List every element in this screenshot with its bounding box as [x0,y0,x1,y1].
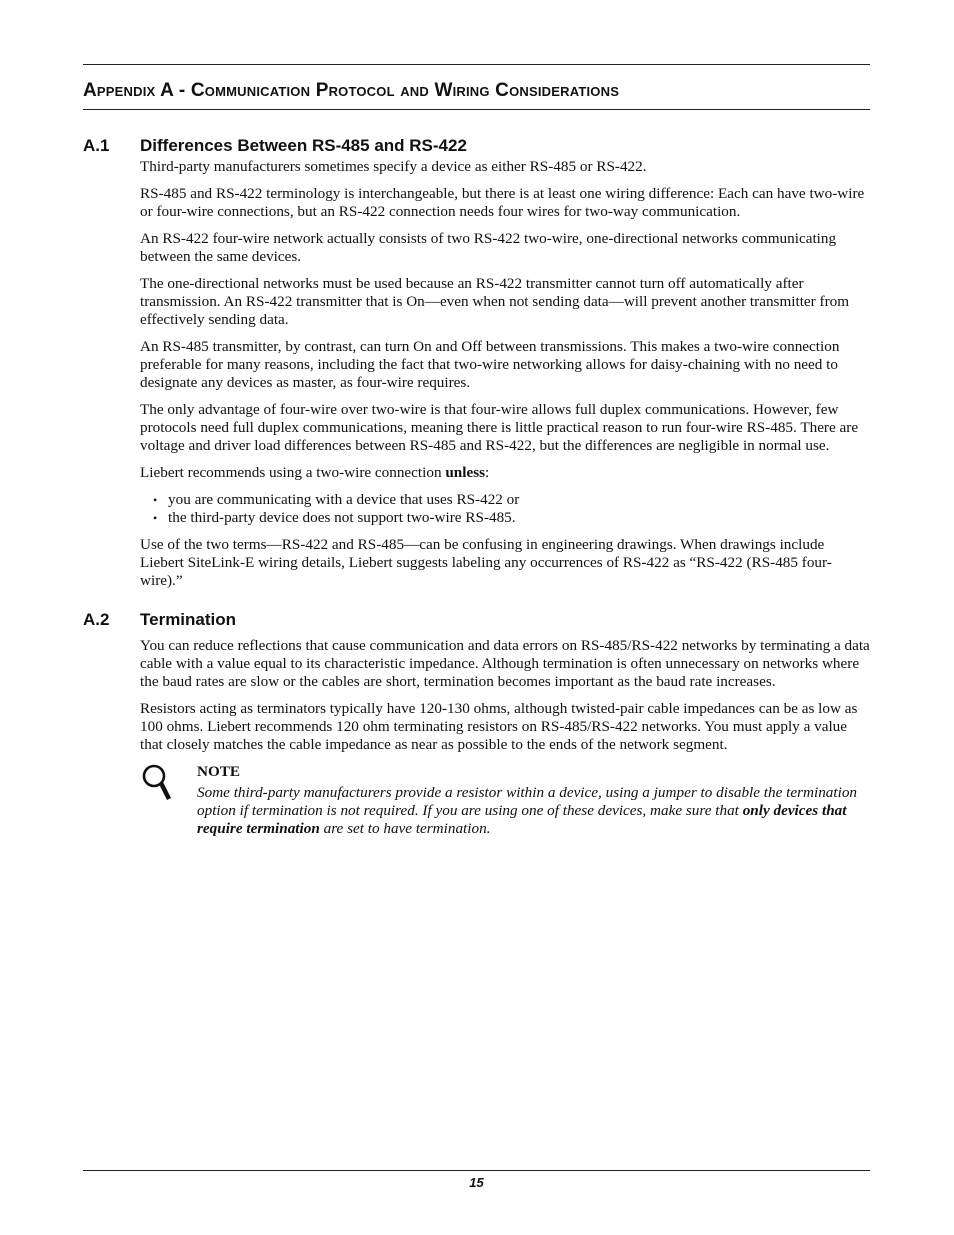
section-heading [83,136,870,156]
list-item-text: the third-party device does not support two-wire RS-485. [168,509,516,526]
section-title: Termination [140,610,237,629]
list-item [140,491,870,509]
footer-rule [83,1170,870,1171]
recommendation-text: Liebert recommends using a two-wire connection [140,464,446,481]
note-box [140,763,870,838]
recommendation-paragraph [140,464,870,482]
title-underline [83,109,870,110]
bullet-icon: • [153,493,158,507]
recommendation-colon: : [485,464,490,481]
paragraph: Resistors acting as terminators typically have 120-130 ohms, although twisted-pair cable impedances can be as low as 100 ohms. Liebert recommends 120 ohm terminating resistors on RS-485/RS-422 networks. You must apply a value that closely matches the cable impedance as near as possible to the ends of the network segment. [140,700,858,753]
paragraph: You can reduce reflections that cause communication and data errors on RS-485/RS-422 networks by terminating a data cable with a value equal to its characteristic impedance. Although termination is often unnecessary on networks where the baud rates are slow or the cables are short, termination becomes important as the baud rate increases. [140,637,870,690]
recommendation-emphasis: unless [445,464,486,481]
note-emphasis: only devices that require termination [197,802,847,837]
paragraph: RS-485 and RS-422 terminology is interchangeable, but there is at least one wiring difference: Each can have two-wire or four-wire connections, but an RS-422 connection needs four wires for two-way communication. [140,185,865,220]
bullet-list [140,491,870,527]
note-text: Some third-party manufacturers provide a resistor within a device, using a jumper to disable the termination option if termination is not required. If you are using one of these devices, make sure that [197,784,858,819]
section-title: Differences Between RS-485 and RS-422 [140,136,467,155]
paragraph: An RS-422 four-wire network actually consists of two RS-422 two-wire, one-directional networks communicating between the same devices. [140,230,837,265]
page-content [83,0,870,838]
note-title: NOTE [197,763,241,780]
note-text-end: are set to have termination. [319,820,491,837]
appendix-title: Appendix A - Communication Protocol and Wiring Considerations [83,80,620,101]
section-number: A.1 [83,136,110,155]
page-number: 15 [469,1175,484,1190]
note-content [197,763,870,838]
paragraph: Use of the two terms—RS-422 and RS-485—can be confusing in engineering drawings. When drawings include Liebert SiteLink-E wiring details, Liebert suggests labeling any occurrences of RS-422 as “RS-422 (RS-485 four-wire).” [140,536,832,589]
section-a2 [83,610,870,838]
bullet-icon: • [153,511,158,525]
paragraph: The one-directional networks must be used because an RS-422 transmitter cannot turn off automatically after transmission. An RS-422 transmitter that is On—even when not sending data—will prevent another transmitter from effectively sending data. [140,275,850,328]
list-item [140,509,870,527]
section-heading [83,610,870,630]
paragraph: The only advantage of four-wire over two-wire is that four-wire allows full duplex communications. However, few protocols need full duplex communications, meaning there is little practical reason to run four-wire RS-485. There are voltage and driver load differences between RS-485 and RS-422, but the differences are negligible in normal use. [140,401,859,454]
magnifier-icon [140,763,197,811]
paragraph: Third-party manufacturers sometimes specify a device as either RS-485 or RS-422. [140,158,647,175]
section-a1 [83,136,870,590]
section-number: A.2 [83,610,110,629]
note-body [197,784,870,838]
paragraph: An RS-485 transmitter, by contrast, can turn On and Off between transmissions. This makes a two-wire connection preferable for many reasons, including the fact that two-wire networking allows for daisy-chaining with no need to designate any devices as master, as four-wire requires. [140,338,840,391]
list-item-text: you are communicating with a device that uses RS-422 or [168,491,520,508]
top-rule [83,64,870,65]
